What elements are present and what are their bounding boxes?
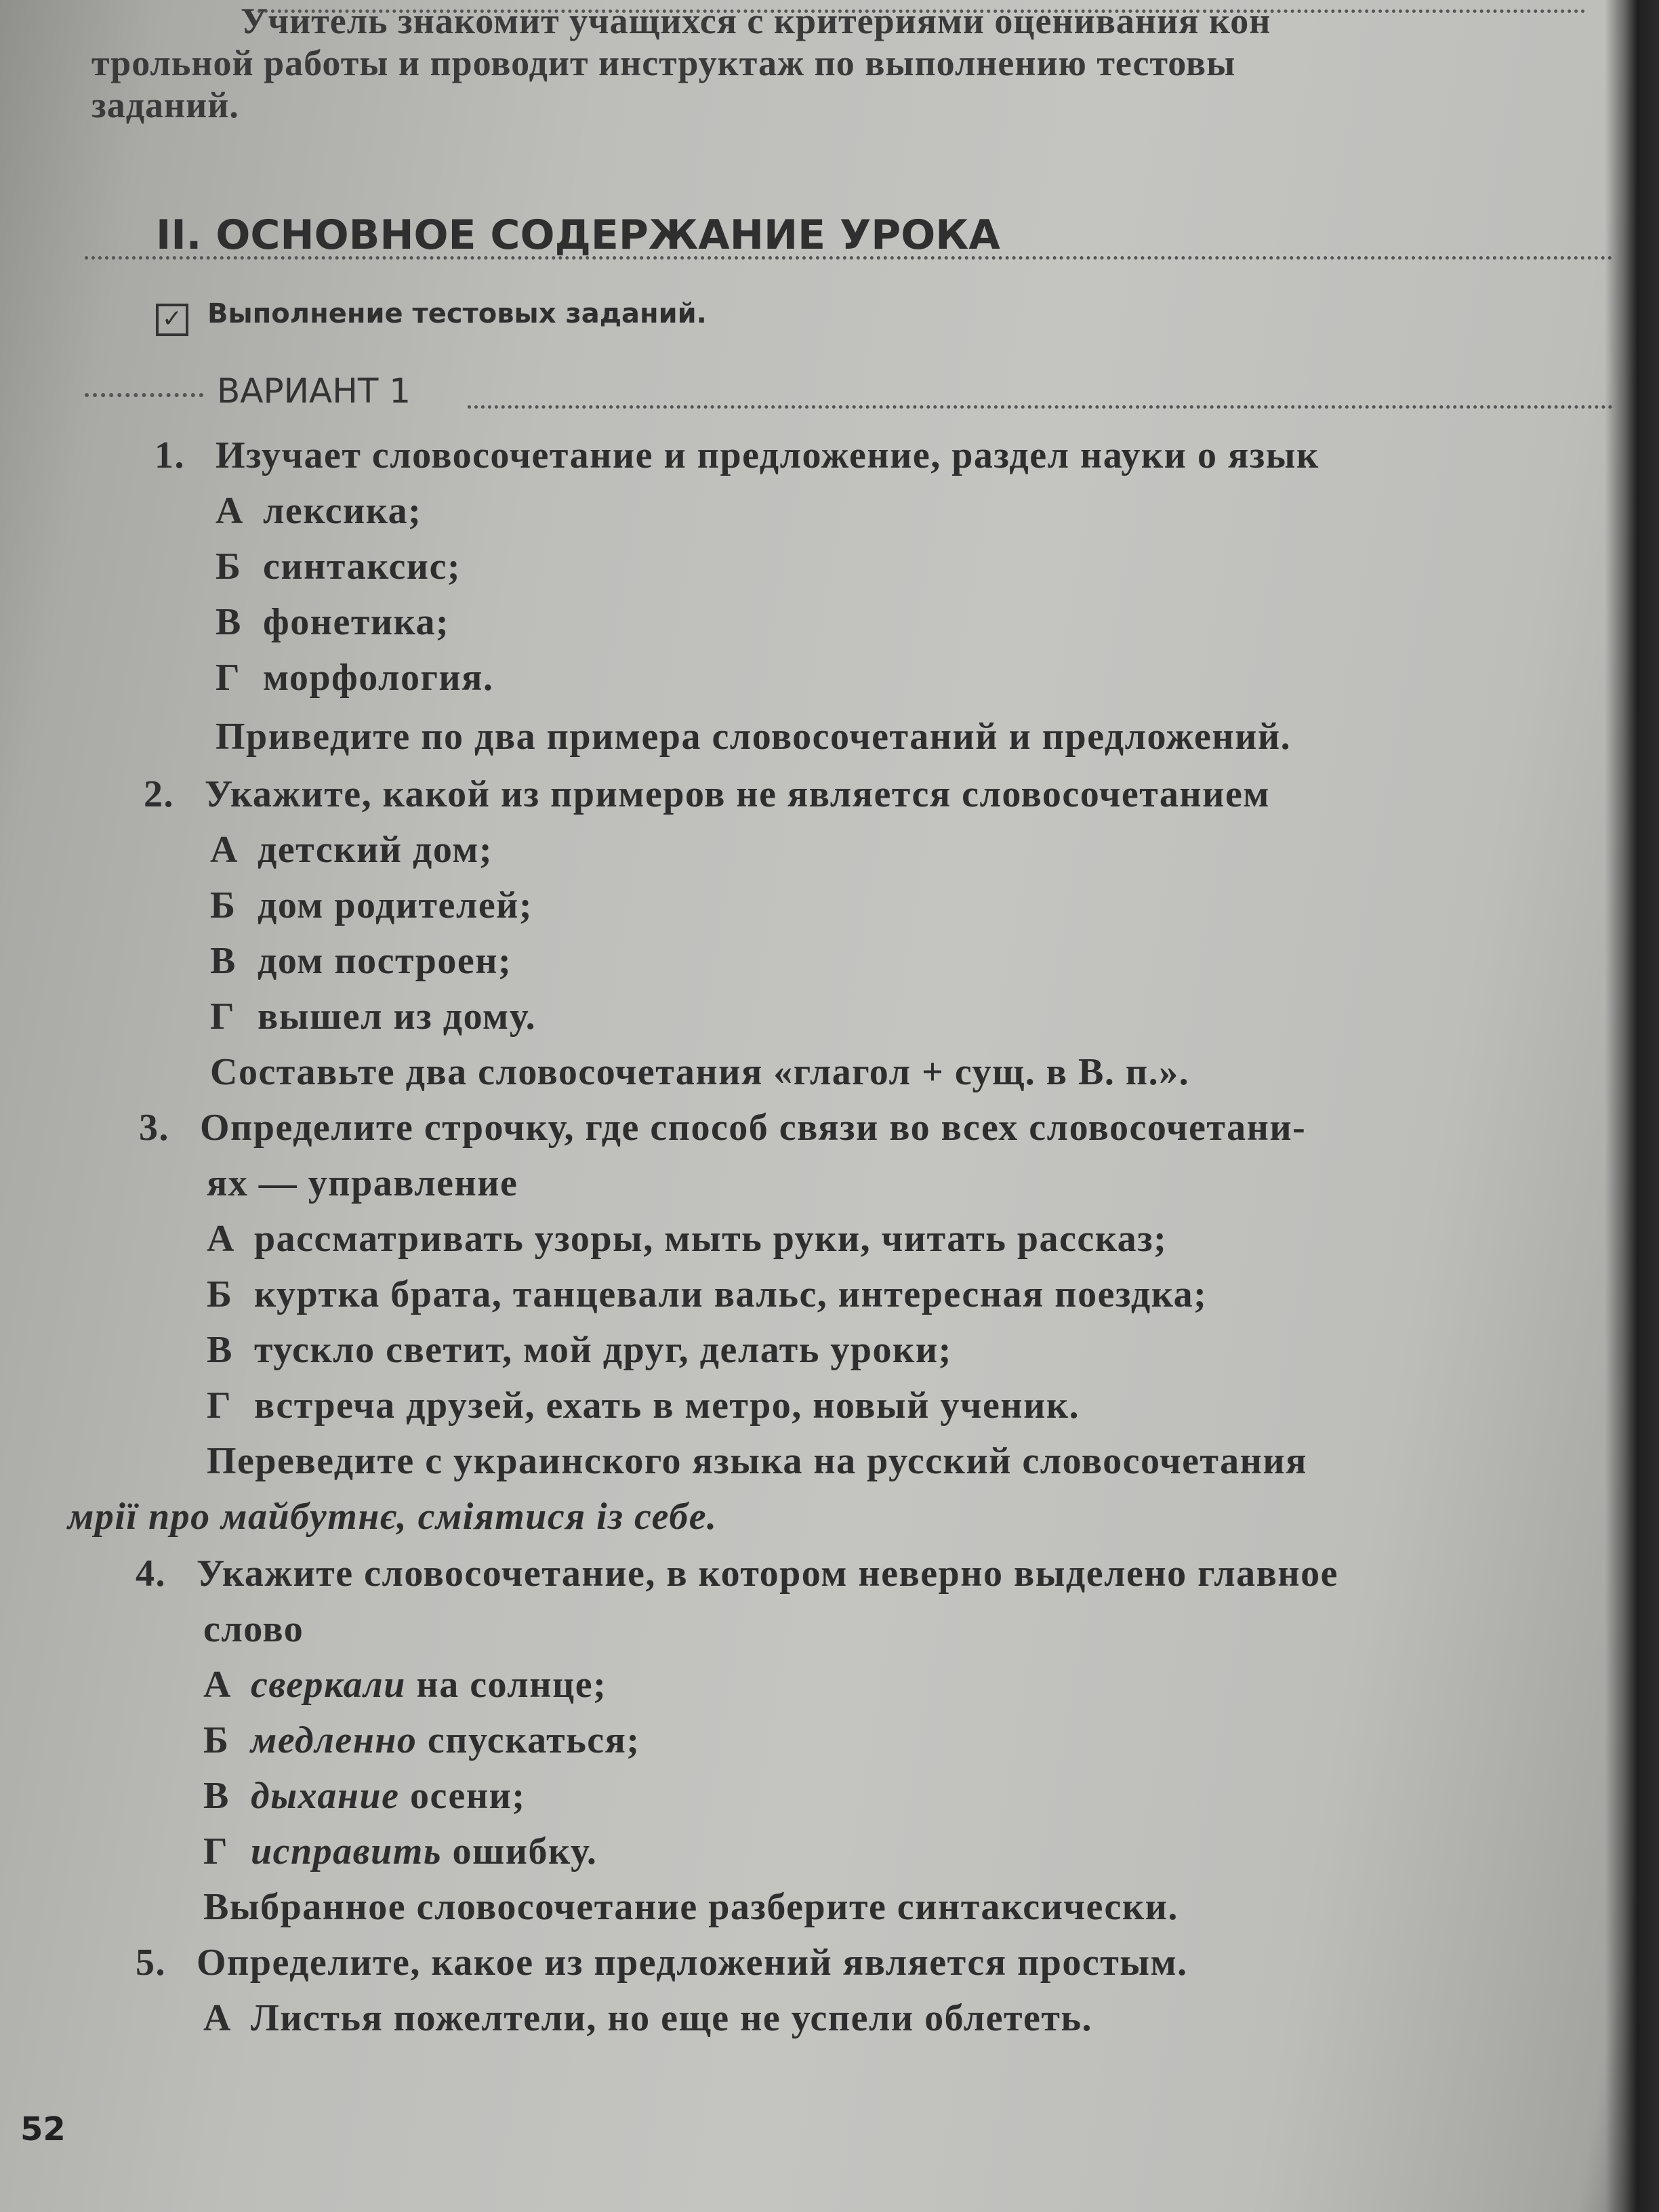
option-main-word: медленно [251, 1719, 417, 1761]
option-text: Листья пожелтели, но еще не успели облететь. [251, 1997, 1092, 2039]
option-main-word: дыхание [251, 1775, 400, 1817]
question-number: 2. [144, 773, 174, 815]
question-4 [136, 1552, 1338, 1595]
option [203, 1663, 607, 1706]
option-letter: В [207, 1329, 233, 1371]
question-1 [155, 434, 1319, 477]
option-letter: В [210, 940, 237, 982]
option [210, 995, 536, 1038]
question-text: Укажите словосочетание, в котором неверно выделено главное [197, 1553, 1339, 1595]
variant-label: ВАРИАНТ 1 [217, 371, 411, 411]
option [207, 1273, 1207, 1316]
intro-paragraph [91, 0, 1610, 126]
option [210, 828, 493, 872]
option-letter: А [210, 829, 239, 871]
option-letter: А [203, 1664, 232, 1706]
follow-up-task: Составьте два словосочетания «глагол + сущ. в В. п.». [210, 1051, 1190, 1093]
question-3 [139, 1106, 1306, 1149]
option-text: детский дом; [258, 829, 493, 871]
subtask-label: Выполнение тестовых заданий. [207, 298, 707, 329]
divider [85, 256, 1613, 260]
option-main-word: сверкали [251, 1664, 406, 1706]
option-letter: А [207, 1218, 235, 1260]
option [210, 884, 533, 927]
intro-line: Учитель знакомит учащихся с критериями оценивания кон [241, 1, 1271, 41]
follow-up-task: Приведите по два примера словосочетаний и предложений. [216, 716, 1292, 758]
divider [468, 405, 1613, 409]
option-letter: Б [203, 1719, 230, 1761]
option-letter: В [203, 1775, 230, 1817]
option-text: тускло светит, мой друг, делать уроки; [254, 1329, 952, 1371]
question-text: Определите, какое из предложений является простым. [197, 1942, 1188, 1984]
book-spine-shadow [1605, 0, 1659, 2212]
option-letter: Б [207, 1273, 233, 1315]
question-5 [136, 1941, 1188, 1984]
follow-up-task: Выбранное словосочетание разберите синтаксически. [203, 1886, 1179, 1928]
question-text: Определите строчку, где способ связи во всех словосочетани- [200, 1107, 1307, 1149]
page-number: 52 [20, 2110, 66, 2148]
follow-up-task-phrases: мрії про майбутнє, сміятися із себе. [68, 1496, 718, 1538]
section-title: II. ОСНОВНОЕ СОДЕРЖАНИЕ УРОКА [156, 211, 1000, 259]
option-text: на солнце; [405, 1664, 607, 1706]
divider [85, 393, 203, 397]
question-text-continued: слово [203, 1608, 304, 1650]
option-letter: А [216, 490, 244, 532]
option [216, 489, 422, 533]
option-letter: Г [216, 657, 241, 699]
option-text: морфология. [263, 657, 494, 699]
option-letter: Г [203, 1830, 229, 1872]
question-text: Укажите, какой из примеров не является словосочетанием [205, 773, 1270, 815]
option-text: осени; [399, 1775, 526, 1817]
option [216, 600, 449, 644]
option-text: дом построен; [258, 940, 512, 982]
option-text: куртка брата, танцевали вальс, интересная поездка; [254, 1273, 1208, 1315]
option-letter: Б [210, 884, 237, 926]
checkbox-icon: ✓ [156, 304, 188, 336]
question-number: 5. [136, 1942, 166, 1984]
intro-line: трольной работы и проводит инструктаж по выполнению тестовы [91, 43, 1236, 83]
option-text: ошибку. [441, 1830, 598, 1872]
question-2 [144, 773, 1270, 816]
option-text: фонетика; [263, 601, 450, 643]
option [207, 1328, 952, 1372]
option-letter: Г [207, 1385, 232, 1427]
option [203, 1996, 1092, 2040]
question-number: 4. [136, 1553, 166, 1595]
option [203, 1719, 640, 1762]
option-text: синтаксис; [263, 546, 462, 588]
question-number: 1. [155, 434, 185, 476]
option-text: вышел из дому. [258, 996, 537, 1038]
option-text: спускаться; [417, 1719, 640, 1761]
option [203, 1830, 597, 1873]
option [207, 1217, 1167, 1261]
question-text: Изучает словосочетание и предложение, раздел науки о язык [216, 434, 1319, 476]
option-letter: В [216, 601, 242, 643]
option [216, 656, 493, 699]
option-text: лексика; [263, 490, 422, 532]
option-letter: Б [216, 546, 242, 588]
option [216, 545, 461, 588]
option-letter: Г [210, 996, 236, 1038]
option [203, 1774, 526, 1818]
follow-up-task: Переведите с украинского языка на русский словосочетания [207, 1440, 1307, 1482]
intro-line: заданий. [91, 85, 239, 125]
question-text-continued: ях — управление [207, 1162, 518, 1204]
option [207, 1384, 1080, 1427]
subtask-heading [156, 298, 707, 336]
option-letter: А [203, 1997, 232, 2039]
question-number: 3. [139, 1107, 169, 1149]
option-text: дом родителей; [258, 884, 533, 926]
option-text: рассматривать узоры, мыть руки, читать рассказ; [254, 1218, 1168, 1260]
option-main-word: исправить [251, 1830, 442, 1872]
option [210, 939, 512, 983]
option-text: встреча друзей, ехать в метро, новый ученик. [254, 1385, 1080, 1427]
